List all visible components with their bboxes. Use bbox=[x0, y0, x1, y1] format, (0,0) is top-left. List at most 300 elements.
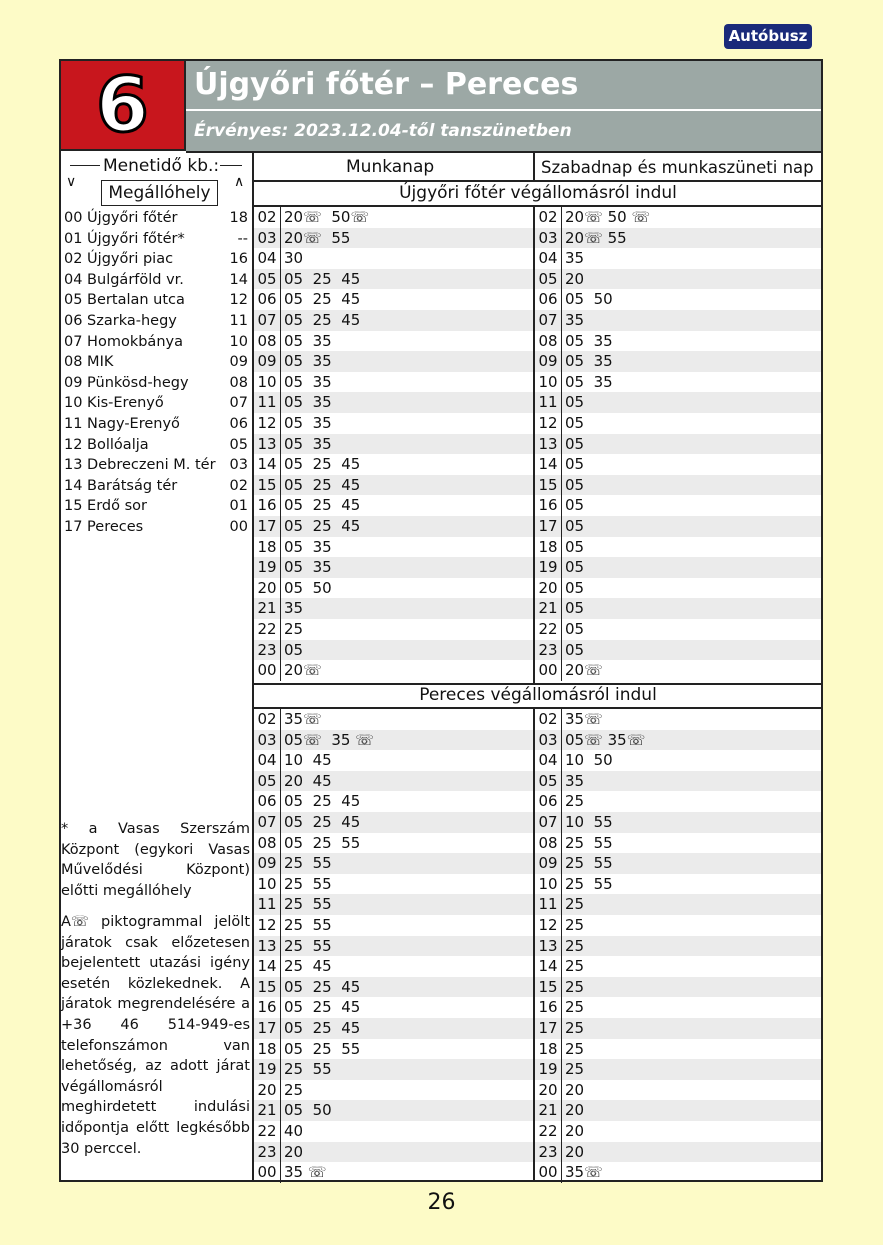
hour-cell: 13 bbox=[535, 434, 562, 455]
hour-cell: 03 bbox=[535, 228, 562, 249]
section2-workday-row bbox=[254, 977, 533, 998]
hour-cell: 11 bbox=[535, 894, 562, 915]
minutes-cell: 05 35 bbox=[284, 558, 332, 577]
route-title: Újgyőri főtér – Pereces bbox=[194, 67, 579, 102]
stop-travel-time: 03 bbox=[229, 457, 248, 474]
hour-cell: 12 bbox=[535, 915, 562, 936]
hour-cell: 16 bbox=[535, 997, 562, 1018]
validity-text: Érvényes: 2023.12.04-től tanszünetben bbox=[194, 121, 572, 141]
workday-header: Munkanap bbox=[346, 157, 435, 177]
hour-cell: 13 bbox=[254, 936, 281, 957]
minutes-cell: 25 55 bbox=[284, 895, 332, 914]
minutes-cell: 05 25 45 bbox=[284, 517, 361, 535]
stop-row bbox=[64, 414, 250, 434]
hour-cell: 12 bbox=[254, 413, 281, 434]
section2-holiday-row bbox=[535, 1059, 821, 1080]
hour-cell: 03 bbox=[254, 228, 281, 249]
route-number-box bbox=[59, 59, 186, 151]
hour-cell: 16 bbox=[535, 495, 562, 516]
stop-name: 13 Debreczeni M. tér bbox=[64, 457, 216, 474]
stop-travel-time: 12 bbox=[229, 292, 248, 309]
stop-travel-time: 09 bbox=[229, 354, 248, 371]
minutes-cell: 35☏ bbox=[284, 710, 322, 728]
section2-holiday-row bbox=[535, 956, 821, 977]
stop-row bbox=[64, 311, 250, 331]
minutes-cell: 20 45 bbox=[284, 771, 332, 790]
minutes-cell: 05 bbox=[565, 434, 585, 453]
minutes-cell: 05 50 bbox=[284, 578, 332, 597]
section1-workday-row bbox=[254, 619, 533, 640]
section1-workday-row bbox=[254, 537, 533, 558]
stop-name: 17 Pereces bbox=[64, 519, 144, 535]
minutes-cell: 05 25 45 bbox=[284, 269, 361, 288]
minutes-cell: 35☏ bbox=[565, 710, 603, 728]
section1-workday-row bbox=[254, 207, 533, 228]
minutes-cell: 05 bbox=[565, 475, 585, 494]
hour-cell: 00 bbox=[254, 1162, 281, 1183]
section2-holiday-row bbox=[535, 894, 821, 915]
section2-workday-row bbox=[254, 1121, 533, 1142]
section1-holiday-row bbox=[535, 434, 821, 455]
stop-row bbox=[64, 249, 250, 269]
section1-workday-row bbox=[254, 640, 533, 661]
hour-cell: 19 bbox=[535, 1059, 562, 1080]
hour-cell: 08 bbox=[254, 331, 281, 352]
hour-cell: 11 bbox=[535, 392, 562, 413]
minutes-cell: 05 25 45 bbox=[284, 792, 361, 811]
minutes-cell: 25 bbox=[565, 916, 585, 934]
minutes-cell: 25 bbox=[565, 1019, 585, 1037]
minutes-cell: 25 bbox=[565, 1039, 585, 1058]
stop-name: 02 Újgyőri piac bbox=[64, 251, 174, 268]
vehicle-type-badge: Autóbusz bbox=[724, 24, 812, 49]
minutes-cell: 05 35 bbox=[565, 372, 613, 391]
minutes-cell: 05 35 bbox=[284, 393, 332, 412]
hour-cell: 00 bbox=[535, 660, 562, 681]
section1-holiday-row bbox=[535, 269, 821, 290]
minutes-cell: 35 bbox=[565, 311, 585, 329]
up-arrow-icon: ∧ bbox=[234, 174, 245, 190]
section2-workday-row bbox=[254, 791, 533, 812]
stop-travel-time: 11 bbox=[229, 313, 248, 329]
hour-cell: 13 bbox=[254, 434, 281, 455]
stop-row bbox=[64, 332, 250, 352]
hour-cell: 15 bbox=[254, 977, 281, 998]
hour-cell: 15 bbox=[535, 977, 562, 998]
hour-cell: 23 bbox=[254, 640, 281, 661]
minutes-cell: 25 bbox=[284, 1080, 304, 1099]
section1-holiday-row bbox=[535, 537, 821, 558]
header-column-separator bbox=[533, 151, 535, 182]
minutes-cell: 05 35 bbox=[284, 331, 332, 350]
stop-travel-time: 00 bbox=[229, 519, 248, 535]
hour-cell: 07 bbox=[254, 310, 281, 331]
section1-holiday-row bbox=[535, 495, 821, 516]
section1-workday-row bbox=[254, 372, 533, 393]
section2-holiday-row bbox=[535, 915, 821, 936]
hour-cell: 23 bbox=[254, 1142, 281, 1163]
hour-cell: 07 bbox=[535, 812, 562, 833]
stop-row bbox=[64, 290, 250, 310]
section2-workday-row bbox=[254, 936, 533, 957]
hour-cell: 22 bbox=[254, 1121, 281, 1142]
section1-holiday-row bbox=[535, 248, 821, 269]
minutes-cell: 05 bbox=[565, 578, 585, 597]
header-rule-left bbox=[70, 165, 100, 166]
hour-cell: 04 bbox=[535, 750, 562, 771]
hour-cell: 21 bbox=[254, 598, 281, 619]
section2-workday-row bbox=[254, 853, 533, 874]
hour-cell: 20 bbox=[254, 578, 281, 599]
section2-workday-row bbox=[254, 750, 533, 771]
page-number: 26 bbox=[427, 1190, 456, 1215]
minutes-cell: 05 bbox=[565, 558, 585, 577]
minutes-cell: 05 25 45 bbox=[284, 455, 361, 474]
stop-header: Megállóhely bbox=[101, 180, 218, 206]
validity-bar bbox=[186, 111, 821, 153]
hour-cell: 03 bbox=[535, 730, 562, 751]
stop-row bbox=[64, 455, 250, 475]
section2-holiday-row bbox=[535, 771, 821, 792]
section1-workday-row bbox=[254, 598, 533, 619]
minutes-cell: 25 55 bbox=[565, 854, 613, 873]
stop-name: 14 Barátság tér bbox=[64, 477, 178, 494]
stop-row bbox=[64, 517, 250, 537]
hour-cell: 21 bbox=[535, 598, 562, 619]
stop-row bbox=[64, 496, 250, 516]
hour-cell: 06 bbox=[254, 289, 281, 310]
minutes-cell: 20 bbox=[565, 269, 585, 288]
hour-cell: 18 bbox=[254, 537, 281, 558]
section2-holiday-row bbox=[535, 1100, 821, 1121]
minutes-cell: 25 bbox=[284, 620, 304, 638]
stop-name: 10 Kis-Erenyő bbox=[64, 395, 164, 412]
hour-cell: 11 bbox=[254, 392, 281, 413]
section1-holiday-row bbox=[535, 619, 821, 640]
minutes-cell: 05 bbox=[565, 496, 585, 515]
minutes-cell: 05 25 45 bbox=[284, 475, 361, 494]
section1-holiday-row bbox=[535, 351, 821, 372]
minutes-cell: 20 bbox=[565, 1101, 585, 1120]
stop-travel-time: 18 bbox=[229, 210, 248, 226]
hour-cell: 20 bbox=[535, 578, 562, 599]
hour-cell: 05 bbox=[535, 771, 562, 792]
section2-workday-row bbox=[254, 874, 533, 895]
section1-workday-row bbox=[254, 351, 533, 372]
minutes-cell: 10 45 bbox=[284, 751, 332, 770]
section2-holiday-row bbox=[535, 977, 821, 998]
section2-workday-row bbox=[254, 997, 533, 1018]
minutes-cell: 20 bbox=[284, 1142, 304, 1161]
hour-cell: 02 bbox=[535, 709, 562, 730]
hour-cell: 07 bbox=[535, 310, 562, 331]
header-rule-right bbox=[220, 165, 242, 166]
minutes-cell: 25 bbox=[565, 792, 585, 811]
hour-cell: 20 bbox=[254, 1080, 281, 1101]
section1-workday-row bbox=[254, 248, 533, 269]
section1-workday-row bbox=[254, 289, 533, 310]
section1-workday-row bbox=[254, 331, 533, 352]
section1-workday-row bbox=[254, 413, 533, 434]
minutes-cell: 05 25 55 bbox=[284, 1039, 361, 1058]
section2-holiday-row bbox=[535, 1142, 821, 1163]
phone-note bbox=[61, 912, 250, 1159]
stop-travel-time: 14 bbox=[229, 271, 248, 288]
minutes-cell: 25 55 bbox=[284, 916, 332, 934]
hour-cell: 13 bbox=[535, 936, 562, 957]
minutes-cell: 05 bbox=[565, 620, 585, 638]
minutes-cell: 05 bbox=[284, 640, 304, 659]
stop-name: 15 Erdő sor bbox=[64, 498, 147, 515]
minutes-cell: 05 35 bbox=[284, 414, 332, 432]
hour-cell: 08 bbox=[535, 833, 562, 854]
hour-cell: 05 bbox=[254, 771, 281, 792]
hour-cell: 15 bbox=[254, 475, 281, 496]
stop-row bbox=[64, 208, 250, 228]
minutes-cell: 20☏ bbox=[284, 661, 322, 680]
stop-name: 11 Nagy-Erenyő bbox=[64, 416, 180, 432]
hour-cell: 09 bbox=[254, 351, 281, 372]
minutes-cell: 05 bbox=[565, 537, 585, 556]
section1-workday-row bbox=[254, 557, 533, 578]
stop-name: 05 Bertalan utca bbox=[64, 292, 185, 309]
section1-header: Újgyőri főtér végállomásról indul bbox=[399, 183, 677, 203]
section2-workday-row bbox=[254, 709, 533, 730]
stop-travel-time: 05 bbox=[229, 436, 248, 453]
hour-cell: 11 bbox=[254, 894, 281, 915]
hour-cell: 06 bbox=[535, 289, 562, 310]
holiday-header: Szabadnap és munkaszüneti nap bbox=[541, 158, 814, 177]
stop-travel-time: 01 bbox=[229, 498, 248, 515]
minutes-cell: 05 bbox=[565, 517, 585, 535]
section2-holiday-row bbox=[535, 853, 821, 874]
minutes-cell: 05 35 bbox=[565, 352, 613, 371]
hour-cell: 08 bbox=[254, 833, 281, 854]
down-arrow-icon: ∨ bbox=[66, 174, 77, 190]
minutes-cell: 25 45 bbox=[284, 957, 332, 976]
hour-cell: 14 bbox=[254, 956, 281, 977]
hour-cell: 22 bbox=[254, 619, 281, 640]
minutes-cell: 05 bbox=[565, 455, 585, 474]
hour-cell: 02 bbox=[254, 709, 281, 730]
section1-holiday-row bbox=[535, 660, 821, 681]
hour-cell: 19 bbox=[254, 1059, 281, 1080]
hour-cell: 09 bbox=[535, 351, 562, 372]
minutes-cell: 20☏ 50☏ bbox=[284, 208, 370, 226]
section2-workday-row bbox=[254, 1039, 533, 1060]
minutes-cell: 25 55 bbox=[565, 874, 613, 893]
hour-cell: 10 bbox=[254, 372, 281, 393]
section1-holiday-row bbox=[535, 640, 821, 661]
section2-workday-row bbox=[254, 1059, 533, 1080]
hour-cell: 19 bbox=[254, 557, 281, 578]
minutes-cell: 10 50 bbox=[565, 751, 613, 770]
minutes-cell: 05 25 45 bbox=[284, 1019, 361, 1037]
minutes-cell: 25 bbox=[565, 936, 585, 955]
stop-name: 12 Bollóalja bbox=[64, 436, 149, 453]
section1-workday-row bbox=[254, 310, 533, 331]
stop-travel-time: -- bbox=[237, 230, 248, 247]
minutes-cell: 05☏ 35 ☏ bbox=[284, 730, 374, 749]
travel-time-header: Menetidő kb.: bbox=[103, 156, 220, 176]
section2-workday-row bbox=[254, 833, 533, 854]
hour-cell: 17 bbox=[535, 1018, 562, 1039]
minutes-cell: 05 25 55 bbox=[284, 833, 361, 852]
hour-cell: 05 bbox=[254, 269, 281, 290]
section2-holiday-row bbox=[535, 812, 821, 833]
section2-workday-row bbox=[254, 894, 533, 915]
hour-cell: 04 bbox=[254, 248, 281, 269]
minutes-cell: 25 bbox=[565, 895, 585, 914]
section2-workday-row bbox=[254, 956, 533, 977]
section2-holiday-row bbox=[535, 833, 821, 854]
minutes-cell: 05 25 45 bbox=[284, 311, 361, 329]
hour-cell: 20 bbox=[535, 1080, 562, 1101]
section1-holiday-row bbox=[535, 310, 821, 331]
hour-cell: 19 bbox=[535, 557, 562, 578]
minutes-cell: 25 55 bbox=[565, 833, 613, 852]
section2-workday-row bbox=[254, 1080, 533, 1101]
stop-row bbox=[64, 476, 250, 496]
phone-note-text: A☏ piktogrammal jelölt járatok csak előzetesen bejelentett utazási igény esetén közlekednek. A járatok megrendelésére a +36 46 514-949-es telefonszámon van lehetőség, az adott járat végállomásról meghirdetett indulási időpontja előtt legkésőbb 30 perccel. bbox=[61, 914, 250, 1157]
section1-workday-row bbox=[254, 578, 533, 599]
stop-travel-time: 06 bbox=[229, 416, 248, 432]
hour-cell: 00 bbox=[535, 1162, 562, 1183]
section1-holiday-row bbox=[535, 578, 821, 599]
minutes-cell: 25 55 bbox=[284, 936, 332, 955]
section1-holiday-row bbox=[535, 557, 821, 578]
stop-row bbox=[64, 393, 250, 413]
section1-holiday-row bbox=[535, 228, 821, 249]
minutes-cell: 05 bbox=[565, 393, 585, 412]
minutes-cell: 35 bbox=[565, 249, 585, 268]
hour-cell: 07 bbox=[254, 812, 281, 833]
hour-cell: 10 bbox=[535, 874, 562, 895]
hour-cell: 10 bbox=[535, 372, 562, 393]
hour-cell: 02 bbox=[535, 207, 562, 228]
hour-cell: 21 bbox=[254, 1100, 281, 1121]
section1-holiday-row bbox=[535, 598, 821, 619]
stop-name: 04 Bulgárföld vr. bbox=[64, 271, 184, 288]
hour-cell: 15 bbox=[535, 475, 562, 496]
minutes-cell: 20☏ 50 ☏ bbox=[565, 208, 651, 226]
minutes-cell: 40 bbox=[284, 1122, 304, 1140]
section1-workday-row bbox=[254, 392, 533, 413]
stop-row bbox=[64, 270, 250, 290]
minutes-cell: 20 bbox=[565, 1142, 585, 1161]
hour-cell: 05 bbox=[535, 269, 562, 290]
hour-cell: 23 bbox=[535, 1142, 562, 1163]
hour-cell: 21 bbox=[535, 1100, 562, 1121]
stop-name: 08 MIK bbox=[64, 354, 114, 371]
minutes-cell: 25 bbox=[565, 957, 585, 976]
hour-cell: 12 bbox=[535, 413, 562, 434]
asterisk-note bbox=[61, 819, 250, 901]
stop-name: 06 Szarka-hegy bbox=[64, 313, 177, 329]
section1-holiday-row bbox=[535, 413, 821, 434]
minutes-cell: 20☏ 55 bbox=[565, 228, 627, 247]
hour-cell: 17 bbox=[535, 516, 562, 537]
section1-workday-row bbox=[254, 434, 533, 455]
hour-cell: 04 bbox=[535, 248, 562, 269]
stop-travel-time: 08 bbox=[229, 374, 248, 391]
section2-holiday-row bbox=[535, 730, 821, 751]
section2-workday-row bbox=[254, 771, 533, 792]
stop-row bbox=[64, 352, 250, 372]
stop-travel-time: 10 bbox=[229, 333, 248, 350]
section1-workday-row bbox=[254, 228, 533, 249]
section1-workday-row bbox=[254, 475, 533, 496]
hour-cell: 03 bbox=[254, 730, 281, 751]
minutes-cell: 05 35 bbox=[284, 372, 332, 391]
stop-travel-time: 02 bbox=[229, 477, 248, 494]
section2-holiday-row bbox=[535, 997, 821, 1018]
minutes-cell: 05 50 bbox=[284, 1101, 332, 1120]
hour-cell: 10 bbox=[254, 874, 281, 895]
minutes-cell: 25 bbox=[565, 1060, 585, 1079]
hour-cell: 14 bbox=[535, 956, 562, 977]
section2-holiday-row bbox=[535, 874, 821, 895]
hour-cell: 02 bbox=[254, 207, 281, 228]
hour-cell: 16 bbox=[254, 495, 281, 516]
route-number: 6 bbox=[96, 60, 149, 149]
stop-name: 01 Újgyőri főtér* bbox=[64, 230, 185, 247]
minutes-cell: 05 50 bbox=[565, 290, 613, 309]
section1-workday-row bbox=[254, 454, 533, 475]
minutes-cell: 10 55 bbox=[565, 813, 613, 831]
section2-workday-row bbox=[254, 812, 533, 833]
header-divider bbox=[253, 180, 823, 182]
section1-holiday-row bbox=[535, 392, 821, 413]
section2-holiday-row bbox=[535, 1121, 821, 1142]
stop-name: 00 Újgyőri főtér bbox=[64, 210, 178, 226]
minutes-cell: 20☏ bbox=[565, 661, 603, 680]
section2-holiday-row bbox=[535, 1080, 821, 1101]
section2-workday-row bbox=[254, 1100, 533, 1121]
section1-holiday-row bbox=[535, 207, 821, 228]
minutes-cell: 20☏ 55 bbox=[284, 228, 351, 247]
hour-cell: 12 bbox=[254, 915, 281, 936]
minutes-cell: 05☏ 35☏ bbox=[565, 730, 646, 749]
minutes-cell: 05 35 bbox=[284, 434, 332, 453]
minutes-cell: 25 55 bbox=[284, 1060, 332, 1079]
section1-workday-row bbox=[254, 516, 533, 537]
section1-holiday-row bbox=[535, 475, 821, 496]
hour-cell: 17 bbox=[254, 516, 281, 537]
stop-row bbox=[64, 373, 250, 393]
section2-workday-row bbox=[254, 915, 533, 936]
hour-cell: 17 bbox=[254, 1018, 281, 1039]
hour-cell: 08 bbox=[535, 331, 562, 352]
section2-holiday-row bbox=[535, 1039, 821, 1060]
minutes-cell: 35☏ bbox=[565, 1163, 603, 1182]
section1-workday-row bbox=[254, 495, 533, 516]
minutes-cell: 05 25 45 bbox=[284, 496, 361, 515]
minutes-cell: 05 25 45 bbox=[284, 290, 361, 309]
section1-holiday-row bbox=[535, 331, 821, 352]
section2-workday-row bbox=[254, 1162, 533, 1183]
hour-cell: 06 bbox=[254, 791, 281, 812]
hour-cell: 09 bbox=[535, 853, 562, 874]
section1-holiday-row bbox=[535, 454, 821, 475]
stop-row bbox=[64, 435, 250, 455]
minutes-cell: 05 35 bbox=[284, 537, 332, 556]
hour-cell: 09 bbox=[254, 853, 281, 874]
minutes-cell: 35 bbox=[565, 771, 585, 790]
title-bar bbox=[186, 61, 821, 111]
hour-cell: 14 bbox=[535, 454, 562, 475]
stop-row bbox=[64, 229, 250, 249]
